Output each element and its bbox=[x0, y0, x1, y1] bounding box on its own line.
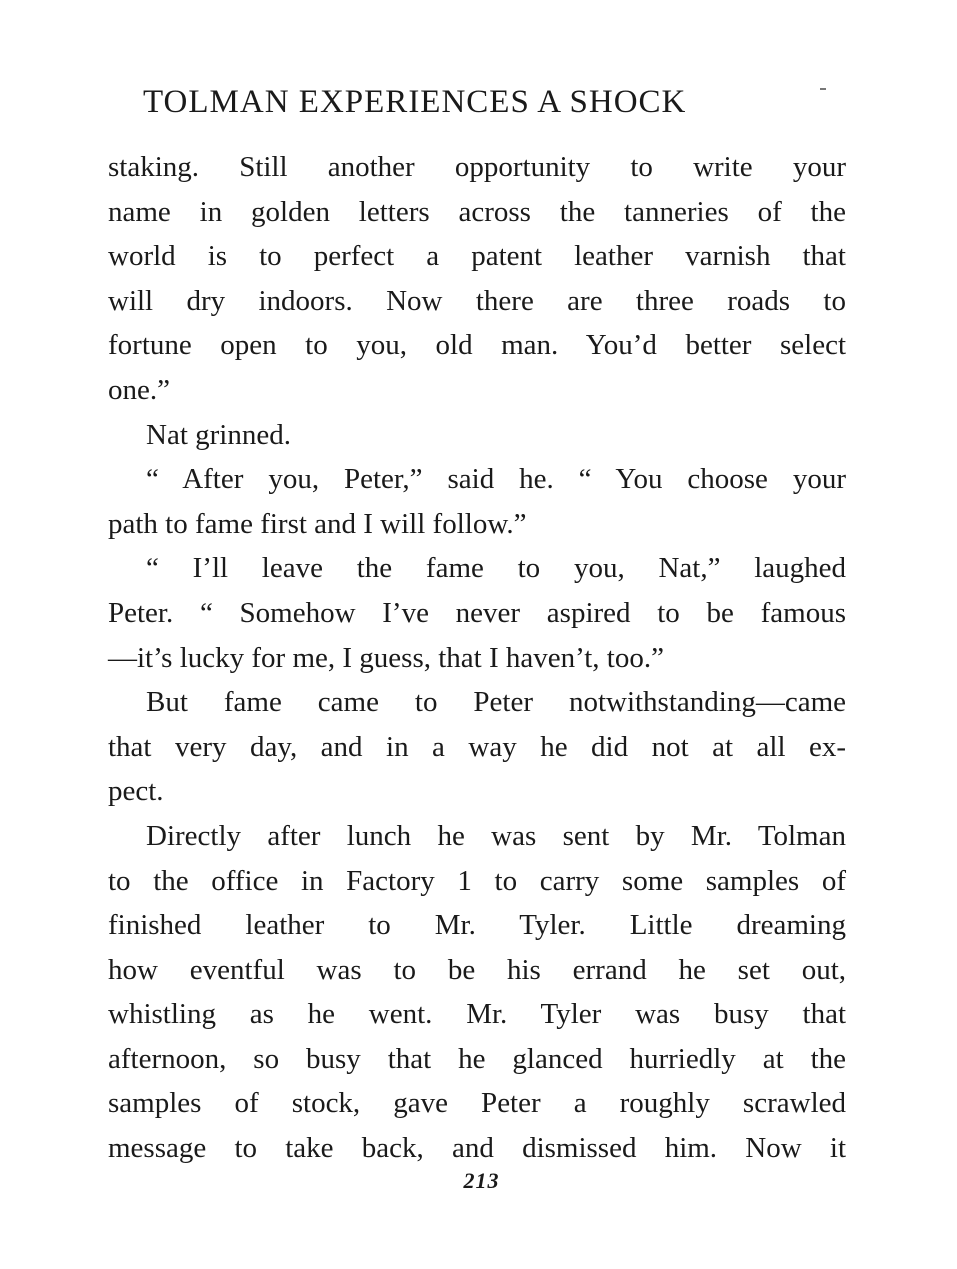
text-line: that very day, and in a way he did not at all ex- bbox=[108, 730, 846, 763]
page-number: 213 bbox=[463, 1168, 500, 1193]
text-line: Nat grinned. bbox=[146, 418, 291, 451]
text-line: one.” bbox=[108, 373, 170, 406]
text-line: samples of stock, gave Peter a roughly scrawled bbox=[108, 1087, 846, 1120]
text-line: whistling as he went. Mr. Tyler was busy that bbox=[108, 998, 846, 1031]
text-line: finished leather to Mr. Tyler. Little dreaming bbox=[108, 909, 846, 942]
text-line: will dry indoors. Now there are three roads to bbox=[108, 284, 846, 317]
running-head: TOLMAN EXPERIENCES A SHOCK bbox=[143, 84, 687, 120]
text-line: —it’s lucky for me, I guess, that I haven’t, too.” bbox=[108, 641, 664, 674]
text-line: how eventful was to be his errand he set out, bbox=[108, 953, 846, 986]
text-line: to the office in Factory 1 to carry some samples of bbox=[108, 864, 846, 897]
print-mark bbox=[820, 88, 826, 90]
text-line: afternoon, so busy that he glanced hurriedly at the bbox=[108, 1042, 846, 1075]
text-line: Directly after lunch he was sent by Mr. Tolman bbox=[146, 819, 846, 852]
text-line: message to take back, and dismissed him. Now it bbox=[108, 1132, 846, 1165]
text-line: Peter. “ Somehow I’ve never aspired to be famous bbox=[108, 596, 846, 629]
text-line: staking. Still another opportunity to write your bbox=[108, 151, 846, 183]
text-line: world is to perfect a patent leather varnish that bbox=[108, 240, 846, 273]
text-line: fortune open to you, old man. You’d better select bbox=[108, 329, 846, 362]
text-line: name in golden letters across the tanneries of the bbox=[108, 195, 846, 228]
body-text bbox=[108, 145, 846, 1171]
text-line: “ I’ll leave the fame to you, Nat,” laughed bbox=[146, 552, 846, 585]
text-line: path to fame first and I will follow.” bbox=[108, 507, 527, 540]
text-line: “ After you, Peter,” said he. “ You choose your bbox=[146, 463, 846, 496]
text-line: But fame came to Peter notwithstanding—came bbox=[146, 686, 846, 719]
text-line: pect. bbox=[108, 775, 164, 808]
